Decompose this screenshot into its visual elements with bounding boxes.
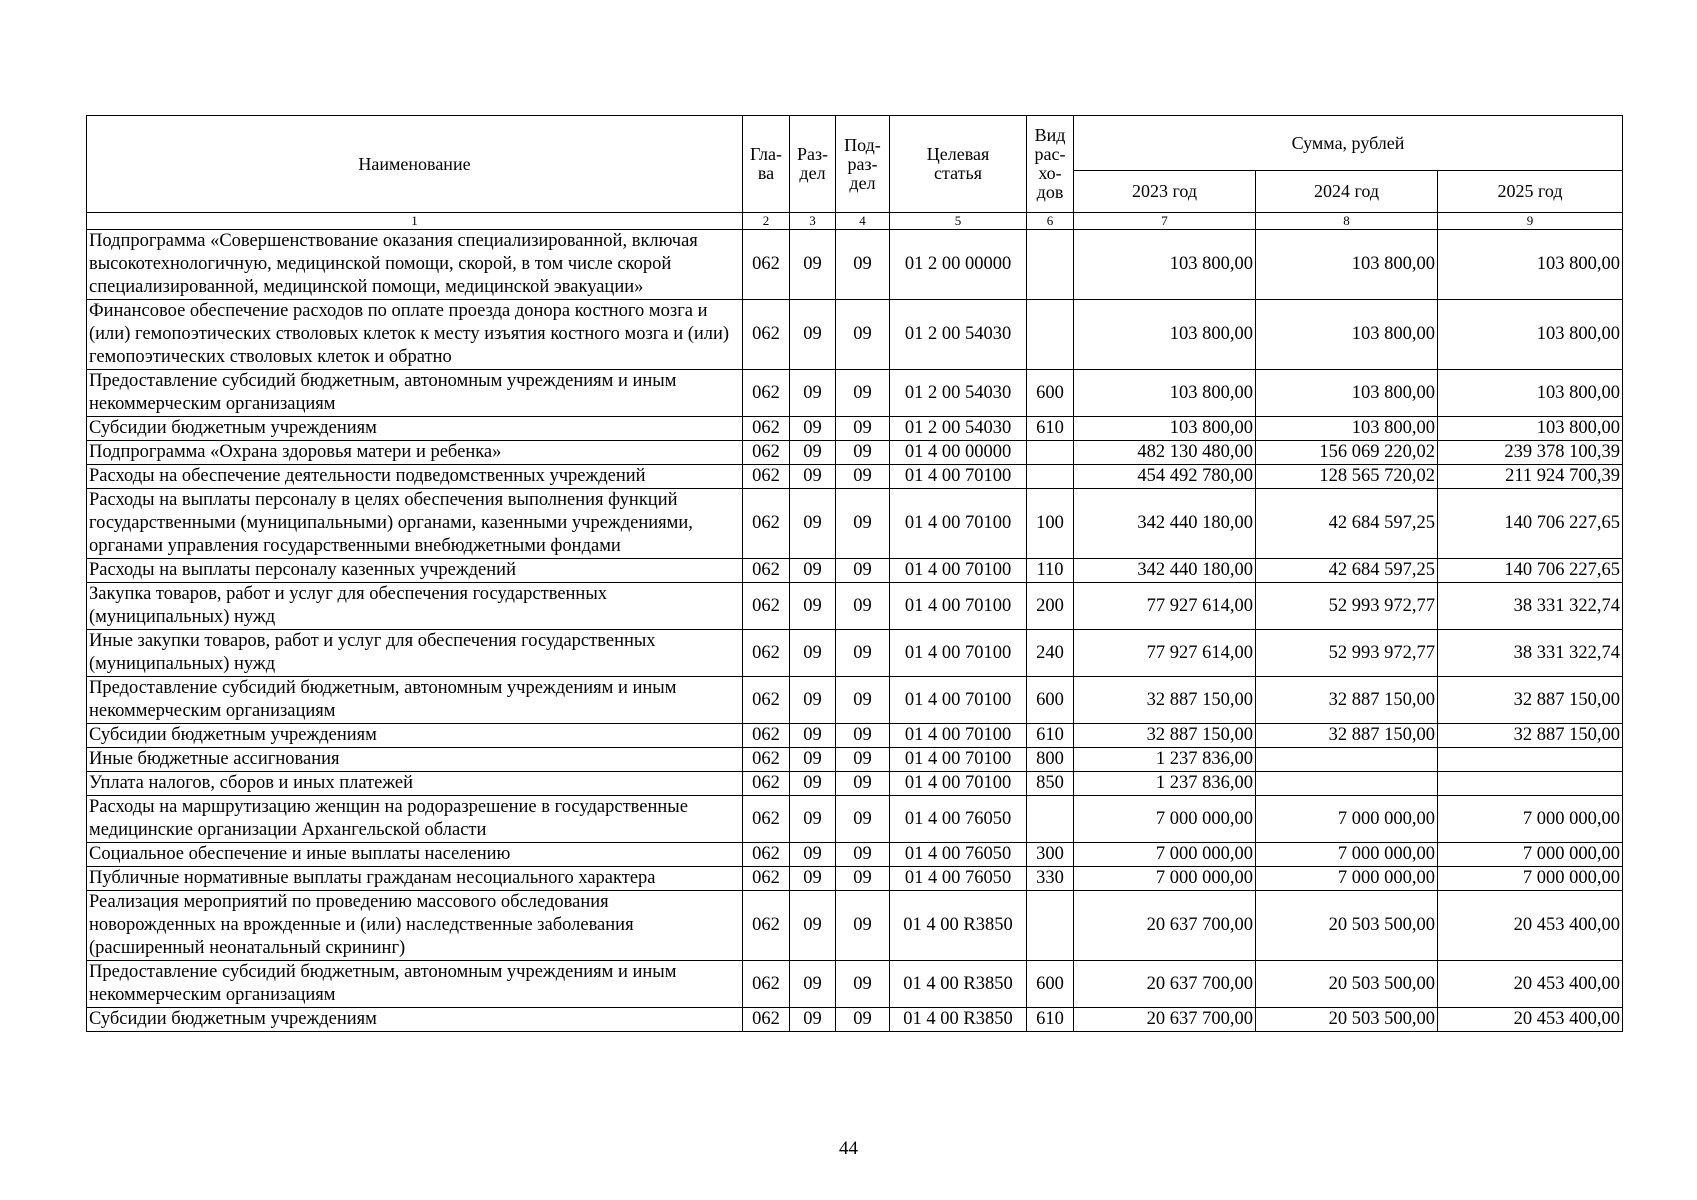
col-number: 4 [836,213,890,230]
row-razdel: 09 [790,559,836,583]
row-amount-2025: 7 000 000,00 [1438,843,1623,867]
row-amount-2023: 7 000 000,00 [1074,843,1256,867]
row-podrazdel: 09 [836,230,890,300]
row-amount-2024: 42 684 597,25 [1256,559,1438,583]
row-amount-2025: 20 453 400,00 [1438,891,1623,961]
row-podrazdel: 09 [836,867,890,891]
row-amount-2023: 103 800,00 [1074,300,1256,370]
row-amount-2024: 32 887 150,00 [1256,677,1438,724]
row-amount-2024: 103 800,00 [1256,417,1438,441]
row-name: Расходы на выплаты персоналу казенных учреждений [87,559,743,583]
row-name: Субсидии бюджетным учреждениям [87,1008,743,1032]
header-podrazdel: Под- раз- дел [836,116,890,213]
row-amount-2024: 42 684 597,25 [1256,489,1438,559]
row-podrazdel: 09 [836,772,890,796]
row-vid: 600 [1027,370,1074,417]
row-target: 01 4 00 76050 [890,796,1027,843]
row-podrazdel: 09 [836,796,890,843]
row-amount-2025: 239 378 100,39 [1438,441,1623,465]
table-row [87,796,1623,843]
row-razdel: 09 [790,300,836,370]
row-amount-2023: 1 237 836,00 [1074,748,1256,772]
row-target: 01 2 00 54030 [890,370,1027,417]
row-razdel: 09 [790,489,836,559]
row-glava: 062 [743,489,790,559]
row-target: 01 4 00 76050 [890,867,1027,891]
row-podrazdel: 09 [836,489,890,559]
row-target: 01 2 00 54030 [890,417,1027,441]
row-podrazdel: 09 [836,843,890,867]
row-amount-2024: 103 800,00 [1256,370,1438,417]
col-number: 2 [743,213,790,230]
row-vid [1027,300,1074,370]
row-glava: 062 [743,1008,790,1032]
header-year-2025: 2025 год [1438,171,1623,213]
row-glava: 062 [743,630,790,677]
row-amount-2025: 140 706 227,65 [1438,489,1623,559]
table-row [87,417,1623,441]
row-amount-2024: 20 503 500,00 [1256,891,1438,961]
row-glava: 062 [743,724,790,748]
row-name: Подпрограмма «Охрана здоровья матери и ребенка» [87,441,743,465]
row-amount-2024: 103 800,00 [1256,230,1438,300]
row-amount-2025: 32 887 150,00 [1438,677,1623,724]
row-podrazdel: 09 [836,961,890,1008]
row-glava: 062 [743,417,790,441]
row-amount-2025 [1438,772,1623,796]
header-year-2024: 2024 год [1256,171,1438,213]
row-vid: 600 [1027,961,1074,1008]
row-amount-2025: 7 000 000,00 [1438,796,1623,843]
row-razdel: 09 [790,891,836,961]
row-target: 01 4 00 70100 [890,630,1027,677]
row-vid: 850 [1027,772,1074,796]
row-podrazdel: 09 [836,300,890,370]
budget-table [86,115,1623,1032]
row-razdel: 09 [790,441,836,465]
row-amount-2024: 156 069 220,02 [1256,441,1438,465]
col-number: 7 [1074,213,1256,230]
row-amount-2024: 103 800,00 [1256,300,1438,370]
row-amount-2024: 52 993 972,77 [1256,630,1438,677]
row-amount-2024: 20 503 500,00 [1256,961,1438,1008]
row-amount-2025: 103 800,00 [1438,417,1623,441]
row-amount-2023: 20 637 700,00 [1074,1008,1256,1032]
row-amount-2024: 32 887 150,00 [1256,724,1438,748]
col-number: 5 [890,213,1027,230]
row-vid: 330 [1027,867,1074,891]
row-razdel: 09 [790,417,836,441]
row-target: 01 4 00 R3850 [890,1008,1027,1032]
row-glava: 062 [743,748,790,772]
row-name: Уплата налогов, сборов и иных платежей [87,772,743,796]
row-amount-2025: 140 706 227,65 [1438,559,1623,583]
row-amount-2025: 103 800,00 [1438,300,1623,370]
row-podrazdel: 09 [836,441,890,465]
row-razdel: 09 [790,630,836,677]
row-name: Субсидии бюджетным учреждениям [87,417,743,441]
row-vid: 100 [1027,489,1074,559]
row-amount-2024: 7 000 000,00 [1256,843,1438,867]
table-row [87,559,1623,583]
row-vid: 600 [1027,677,1074,724]
row-razdel: 09 [790,724,836,748]
row-name: Расходы на выплаты персоналу в целях обеспечения выполнения функций государственными (муниципальными) органами, казенными учреждениями, органами управления государственными внебюджетными фондами [87,489,743,559]
row-vid: 800 [1027,748,1074,772]
row-podrazdel: 09 [836,891,890,961]
row-amount-2025: 103 800,00 [1438,230,1623,300]
row-podrazdel: 09 [836,677,890,724]
row-amount-2024: 52 993 972,77 [1256,583,1438,630]
row-amount-2025: 7 000 000,00 [1438,867,1623,891]
table-row [87,891,1623,961]
row-razdel: 09 [790,465,836,489]
row-target: 01 4 00 70100 [890,583,1027,630]
row-name: Субсидии бюджетным учреждениям [87,724,743,748]
row-glava: 062 [743,891,790,961]
row-target: 01 2 00 00000 [890,230,1027,300]
table-row [87,867,1623,891]
table-row [87,230,1623,300]
row-glava: 062 [743,843,790,867]
row-amount-2023: 342 440 180,00 [1074,559,1256,583]
col-number: 3 [790,213,836,230]
row-target: 01 4 00 00000 [890,441,1027,465]
row-podrazdel: 09 [836,630,890,677]
row-name: Предоставление субсидий бюджетным, автономным учреждениям и иным некоммерческим организациям [87,370,743,417]
row-vid: 610 [1027,724,1074,748]
row-razdel: 09 [790,370,836,417]
row-vid: 300 [1027,843,1074,867]
row-vid: 610 [1027,417,1074,441]
row-amount-2024: 128 565 720,02 [1256,465,1438,489]
row-glava: 062 [743,370,790,417]
row-name: Расходы на маршрутизацию женщин на родоразрешение в государственные медицинские организации Архангельской области [87,796,743,843]
row-amount-2023: 7 000 000,00 [1074,867,1256,891]
table-row [87,724,1623,748]
row-amount-2024: 7 000 000,00 [1256,867,1438,891]
table-row [87,370,1623,417]
table-row [87,630,1623,677]
row-podrazdel: 09 [836,370,890,417]
table-row [87,1008,1623,1032]
row-amount-2024: 7 000 000,00 [1256,796,1438,843]
row-name: Закупка товаров, работ и услуг для обеспечения государственных (муниципальных) нужд [87,583,743,630]
row-name: Социальное обеспечение и иные выплаты населению [87,843,743,867]
row-name: Расходы на обеспечение деятельности подведомственных учреждений [87,465,743,489]
row-amount-2025: 20 453 400,00 [1438,1008,1623,1032]
row-podrazdel: 09 [836,724,890,748]
row-glava: 062 [743,796,790,843]
row-amount-2025: 38 331 322,74 [1438,583,1623,630]
header-sum: Сумма, рублей [1074,116,1623,171]
row-glava: 062 [743,867,790,891]
row-vid [1027,796,1074,843]
row-vid [1027,891,1074,961]
row-podrazdel: 09 [836,748,890,772]
row-podrazdel: 09 [836,1008,890,1032]
row-glava: 062 [743,583,790,630]
row-target: 01 4 00 R3850 [890,891,1027,961]
row-vid [1027,441,1074,465]
row-target: 01 4 00 70100 [890,559,1027,583]
row-name: Предоставление субсидий бюджетным, автономным учреждениям и иным некоммерческим организациям [87,961,743,1008]
row-amount-2023: 103 800,00 [1074,370,1256,417]
row-glava: 062 [743,441,790,465]
row-amount-2023: 20 637 700,00 [1074,891,1256,961]
row-razdel: 09 [790,1008,836,1032]
row-amount-2023: 1 237 836,00 [1074,772,1256,796]
row-amount-2023: 20 637 700,00 [1074,961,1256,1008]
row-glava: 062 [743,465,790,489]
row-name: Предоставление субсидий бюджетным, автономным учреждениям и иным некоммерческим организациям [87,677,743,724]
row-amount-2023: 482 130 480,00 [1074,441,1256,465]
row-vid: 110 [1027,559,1074,583]
row-target: 01 2 00 54030 [890,300,1027,370]
row-vid [1027,230,1074,300]
row-podrazdel: 09 [836,559,890,583]
table-row [87,748,1623,772]
row-razdel: 09 [790,677,836,724]
row-glava: 062 [743,230,790,300]
row-amount-2023: 103 800,00 [1074,417,1256,441]
row-amount-2023: 32 887 150,00 [1074,724,1256,748]
row-razdel: 09 [790,230,836,300]
col-number: 9 [1438,213,1623,230]
header-razdel: Раз- дел [790,116,836,213]
row-target: 01 4 00 70100 [890,465,1027,489]
table-row [87,489,1623,559]
row-target: 01 4 00 70100 [890,724,1027,748]
row-target: 01 4 00 R3850 [890,961,1027,1008]
row-podrazdel: 09 [836,465,890,489]
table-row [87,843,1623,867]
header-vid: Вид рас- хо- дов [1027,116,1074,213]
row-amount-2024 [1256,772,1438,796]
row-razdel: 09 [790,867,836,891]
row-amount-2023: 32 887 150,00 [1074,677,1256,724]
col-number: 6 [1027,213,1074,230]
row-name: Иные закупки товаров, работ и услуг для обеспечения государственных (муниципальных) нужд [87,630,743,677]
row-name: Реализация мероприятий по проведению массового обследования новорожденных на врожденные и (или) наследственные заболевания (расширенный неонатальный скрининг) [87,891,743,961]
row-amount-2025: 20 453 400,00 [1438,961,1623,1008]
row-vid [1027,465,1074,489]
row-vid: 200 [1027,583,1074,630]
row-glava: 062 [743,772,790,796]
row-vid: 610 [1027,1008,1074,1032]
row-vid: 240 [1027,630,1074,677]
row-glava: 062 [743,559,790,583]
row-glava: 062 [743,300,790,370]
row-glava: 062 [743,961,790,1008]
row-name: Финансовое обеспечение расходов по оплате проезда донора костного мозга и (или) гемопоэтических стволовых клеток к месту изъятия костного мозга и (или) гемопоэтических стволовых клеток и обратно [87,300,743,370]
row-razdel: 09 [790,961,836,1008]
column-number-row [87,213,1623,230]
row-name: Иные бюджетные ассигнования [87,748,743,772]
row-target: 01 4 00 70100 [890,677,1027,724]
row-razdel: 09 [790,583,836,630]
row-glava: 062 [743,677,790,724]
row-amount-2025: 32 887 150,00 [1438,724,1623,748]
row-amount-2023: 7 000 000,00 [1074,796,1256,843]
page-number: 44 [839,1138,858,1159]
row-target: 01 4 00 70100 [890,489,1027,559]
row-name: Подпрограмма «Совершенствование оказания специализированной, включая высокотехнологичную, медицинской помощи, скорой, в том числе скорой специализированной, медицинской помощи, медицинской эвакуации» [87,230,743,300]
table-row [87,961,1623,1008]
row-razdel: 09 [790,796,836,843]
row-razdel: 09 [790,748,836,772]
header-target: Целевая статья [890,116,1027,213]
row-amount-2025: 211 924 700,39 [1438,465,1623,489]
table-row [87,441,1623,465]
row-razdel: 09 [790,772,836,796]
row-name: Публичные нормативные выплаты гражданам несоциального характера [87,867,743,891]
row-amount-2025 [1438,748,1623,772]
row-amount-2025: 103 800,00 [1438,370,1623,417]
row-razdel: 09 [790,843,836,867]
row-amount-2024 [1256,748,1438,772]
table-row [87,677,1623,724]
col-number: 1 [87,213,743,230]
row-amount-2023: 103 800,00 [1074,230,1256,300]
row-amount-2023: 454 492 780,00 [1074,465,1256,489]
row-amount-2023: 77 927 614,00 [1074,630,1256,677]
row-amount-2023: 342 440 180,00 [1074,489,1256,559]
header-name: Наименование [87,116,743,213]
row-target: 01 4 00 76050 [890,843,1027,867]
table-row [87,465,1623,489]
header-year-2023: 2023 год [1074,171,1256,213]
row-amount-2023: 77 927 614,00 [1074,583,1256,630]
col-number: 8 [1256,213,1438,230]
row-target: 01 4 00 70100 [890,748,1027,772]
row-amount-2025: 38 331 322,74 [1438,630,1623,677]
row-podrazdel: 09 [836,583,890,630]
table-row [87,772,1623,796]
document-page [86,115,1622,1032]
row-amount-2024: 20 503 500,00 [1256,1008,1438,1032]
row-podrazdel: 09 [836,417,890,441]
row-target: 01 4 00 70100 [890,772,1027,796]
table-row [87,583,1623,630]
header-glava: Гла- ва [743,116,790,213]
table-row [87,300,1623,370]
